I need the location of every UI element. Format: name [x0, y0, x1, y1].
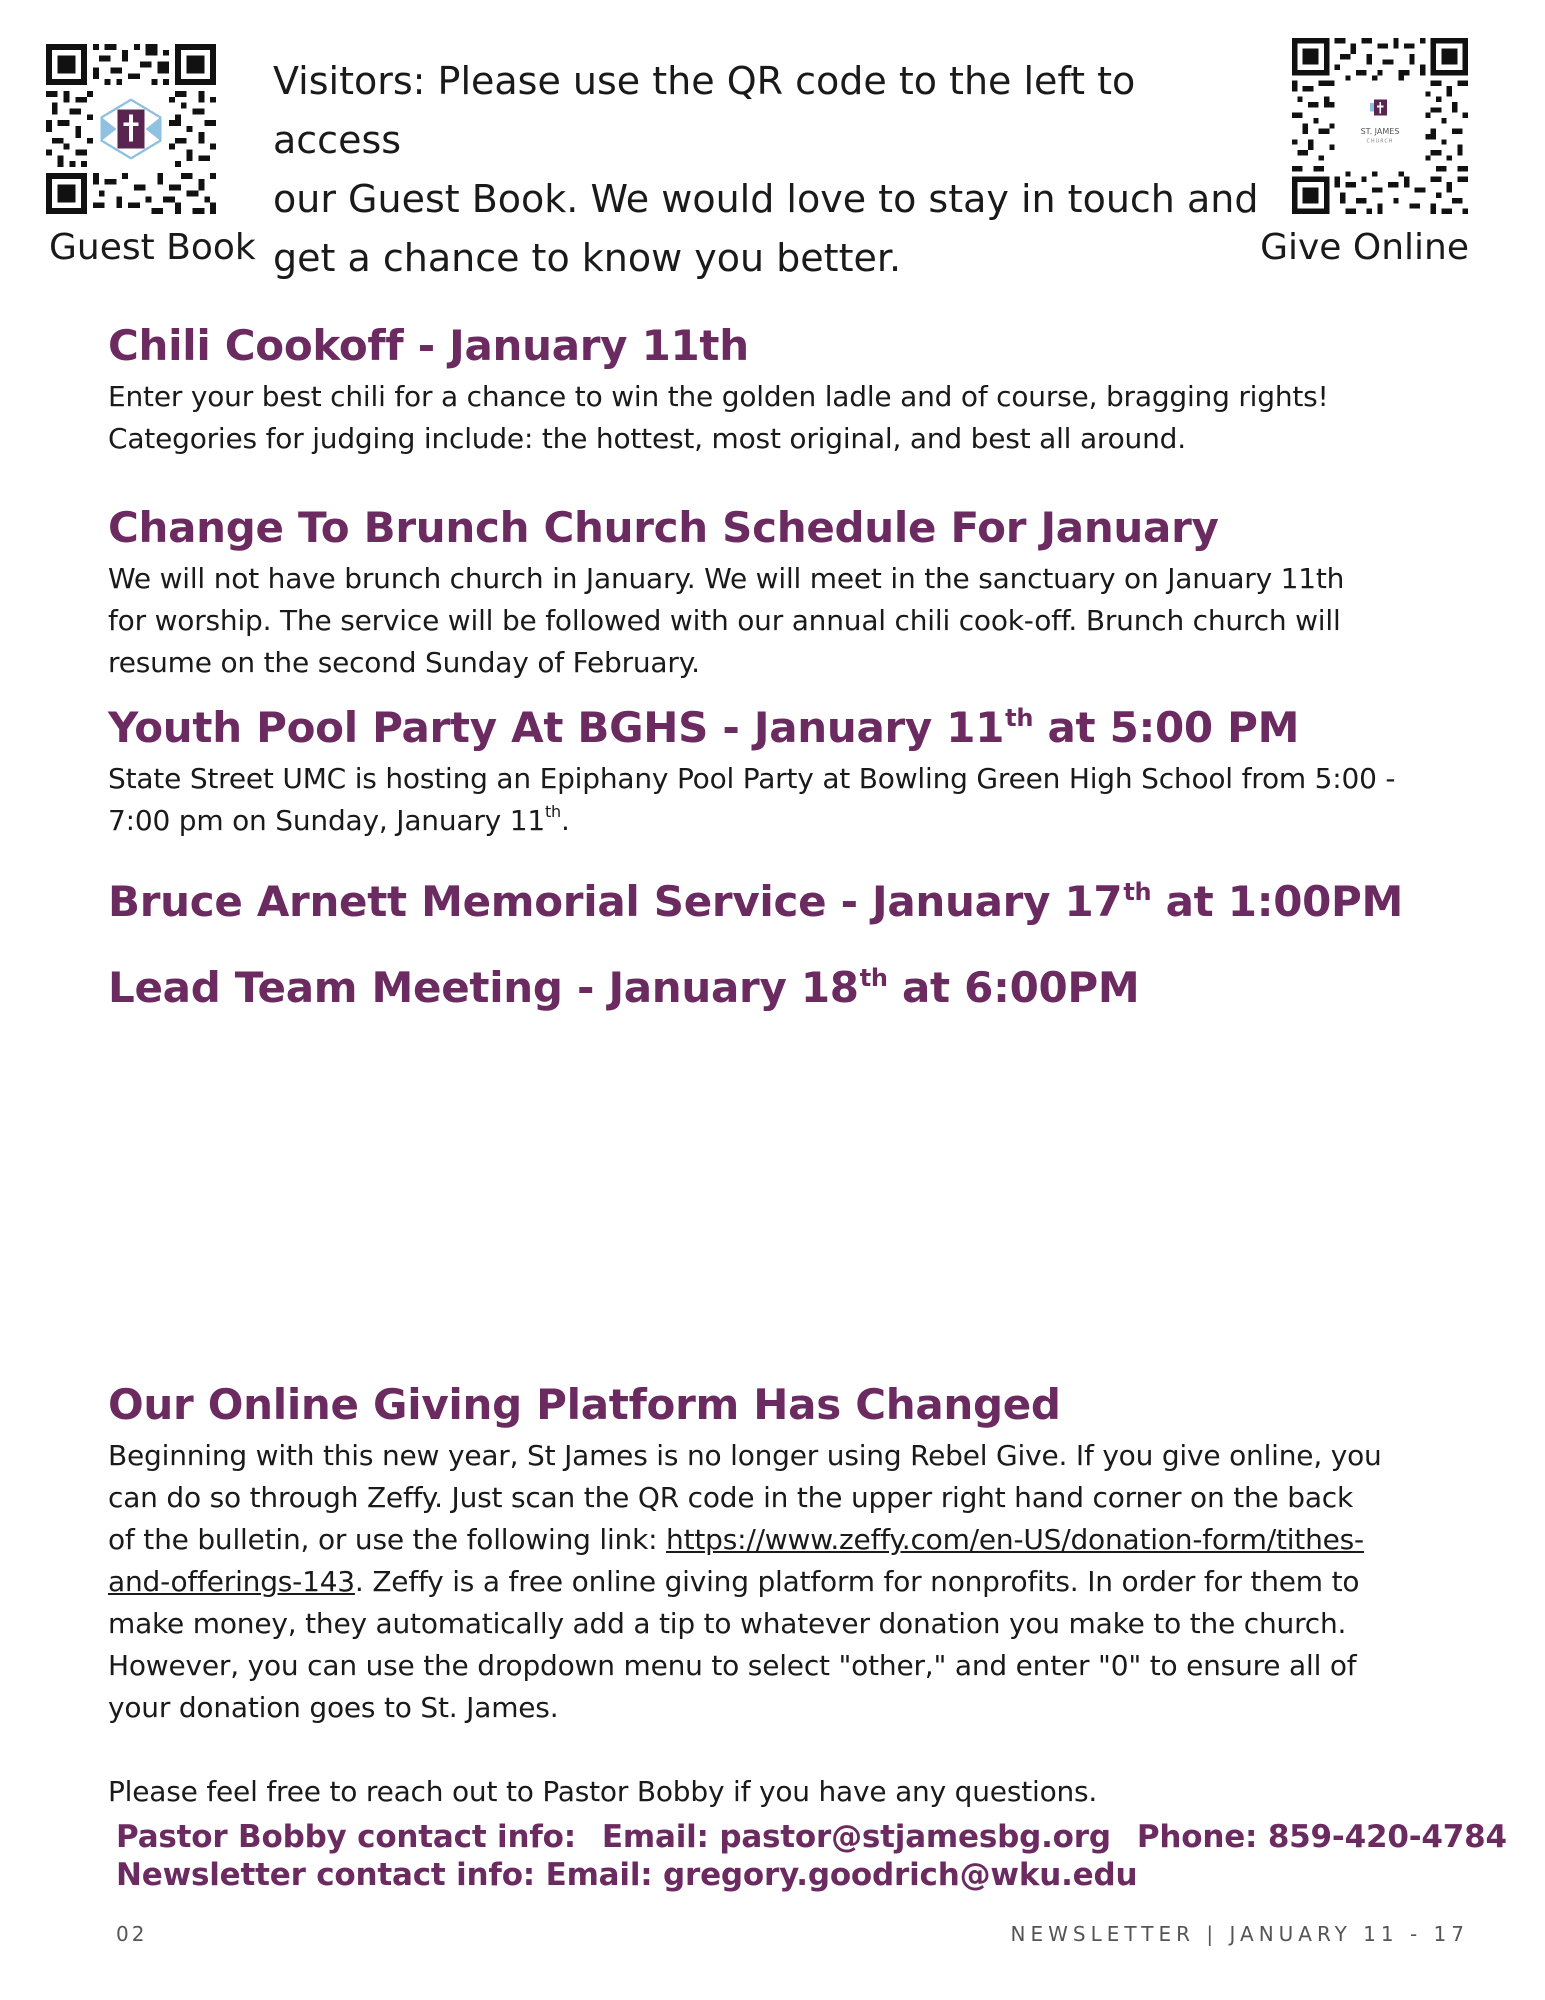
brunch-line: We will not have brunch church in January. We will meet in the sanctuary on January 11th: [108, 562, 1345, 595]
give-online-qr-code[interactable]: [1292, 38, 1468, 214]
pastor-contact-line: [116, 1818, 1507, 1856]
visitor-line: get a chance to know you better.: [273, 236, 902, 280]
contact-info: [116, 1818, 1507, 1894]
logo-subtext: [1367, 139, 1394, 145]
brunch-body: [108, 558, 1488, 684]
giving-line: can do so through Zeffy. Just scan the QR code in the upper right hand corner on the back: [108, 1481, 1354, 1514]
chili-body: [108, 376, 1488, 460]
pool-party-line: State Street UMC is hosting an Epiphany Pool Party at Bowling Green High School from 5:00 -: [108, 762, 1396, 795]
footer-label: NEWSLETTER | JANUARY 11 - 17: [1010, 1922, 1469, 1946]
visitor-line: Visitors: Please use the QR code to the left to access: [273, 59, 1136, 162]
giving-line: . Zeffy is a free online giving platform for nonprofits. In order for them to: [354, 1565, 1360, 1598]
guest-book-caption: Guest Book: [49, 227, 256, 268]
brunch-line: resume on the second Sunday of February.: [108, 646, 700, 679]
chili-line: Enter your best chili for a chance to win the golden ladle and of course, bragging rights!: [108, 380, 1329, 413]
newsletter-email[interactable]: Email: gregory.goodrich@wku.edu: [545, 1857, 1138, 1893]
chili-title: Chili Cookoff - January 11th: [108, 321, 749, 370]
pool-party-line: 7:00 pm on Sunday, January 11th.: [108, 802, 570, 837]
giving-section: [108, 1377, 1488, 1813]
pool-party-body: [108, 758, 1488, 842]
brunch-title: Change To Brunch Church Schedule For January: [108, 503, 1219, 552]
give-online-caption: Give Online: [1260, 227, 1469, 268]
pastor-contact-label: Pastor Bobby contact info:: [116, 1819, 576, 1855]
giving-body: [108, 1435, 1488, 1729]
chili-section: [108, 318, 1488, 460]
giving-line: your donation goes to St. James.: [108, 1691, 559, 1724]
zeffy-donation-link[interactable]: https://www.zeffy.com/en-US/donation-form/tithes-: [666, 1523, 1364, 1556]
pool-party-section: [108, 700, 1488, 842]
pool-party-title: Youth Pool Party At BGHS - January 11th at 5:00 PM: [108, 703, 1300, 752]
memorial-title: Bruce Arnett Memorial Service - January 17th at 1:00PM: [108, 877, 1404, 926]
visitor-line: our Guest Book. We would love to stay in touch and: [273, 177, 1259, 221]
giving-line: make money, they automatically add a tip to whatever donation you make to the church.: [108, 1607, 1347, 1640]
pastor-email[interactable]: Email: pastor@stjamesbg.org: [601, 1819, 1111, 1855]
visitor-message: [273, 52, 1273, 288]
newsletter-contact-line: [116, 1856, 1507, 1894]
guest-book-qr-code[interactable]: [46, 44, 216, 214]
memorial-section: [108, 874, 1488, 930]
page-number: 02: [116, 1922, 148, 1946]
brunch-line: for worship. The service will be followed with our annual chili cook-off. Brunch church will: [108, 604, 1341, 637]
giving-closing: Please feel free to reach out to Pastor Bobby if you have any questions.: [108, 1775, 1098, 1808]
zeffy-donation-link-continued[interactable]: and-offerings-143: [108, 1565, 355, 1598]
giving-line: Beginning with this new year, St James is no longer using Rebel Give. If you give online, you: [108, 1439, 1382, 1472]
brunch-section: [108, 500, 1488, 684]
giving-line: However, you can use the dropdown menu to select "other," and enter "0" to ensure all of: [108, 1649, 1357, 1682]
lead-team-section: [108, 960, 1488, 1016]
logo-text: ST. JAMES: [1360, 127, 1400, 136]
chili-line: Categories for judging include: the hottest, most original, and best all around.: [108, 422, 1186, 455]
newsletter-content: [108, 318, 1488, 1808]
lead-team-title: Lead Team Meeting - January 18th at 6:00PM: [108, 963, 1140, 1012]
giving-line: of the bulletin, or use the following link:: [108, 1523, 667, 1556]
pastor-phone[interactable]: Phone: 859-420-4784: [1136, 1819, 1507, 1855]
newsletter-contact-label: Newsletter contact info:: [116, 1857, 535, 1893]
giving-title: Our Online Giving Platform Has Changed: [108, 1380, 1061, 1429]
